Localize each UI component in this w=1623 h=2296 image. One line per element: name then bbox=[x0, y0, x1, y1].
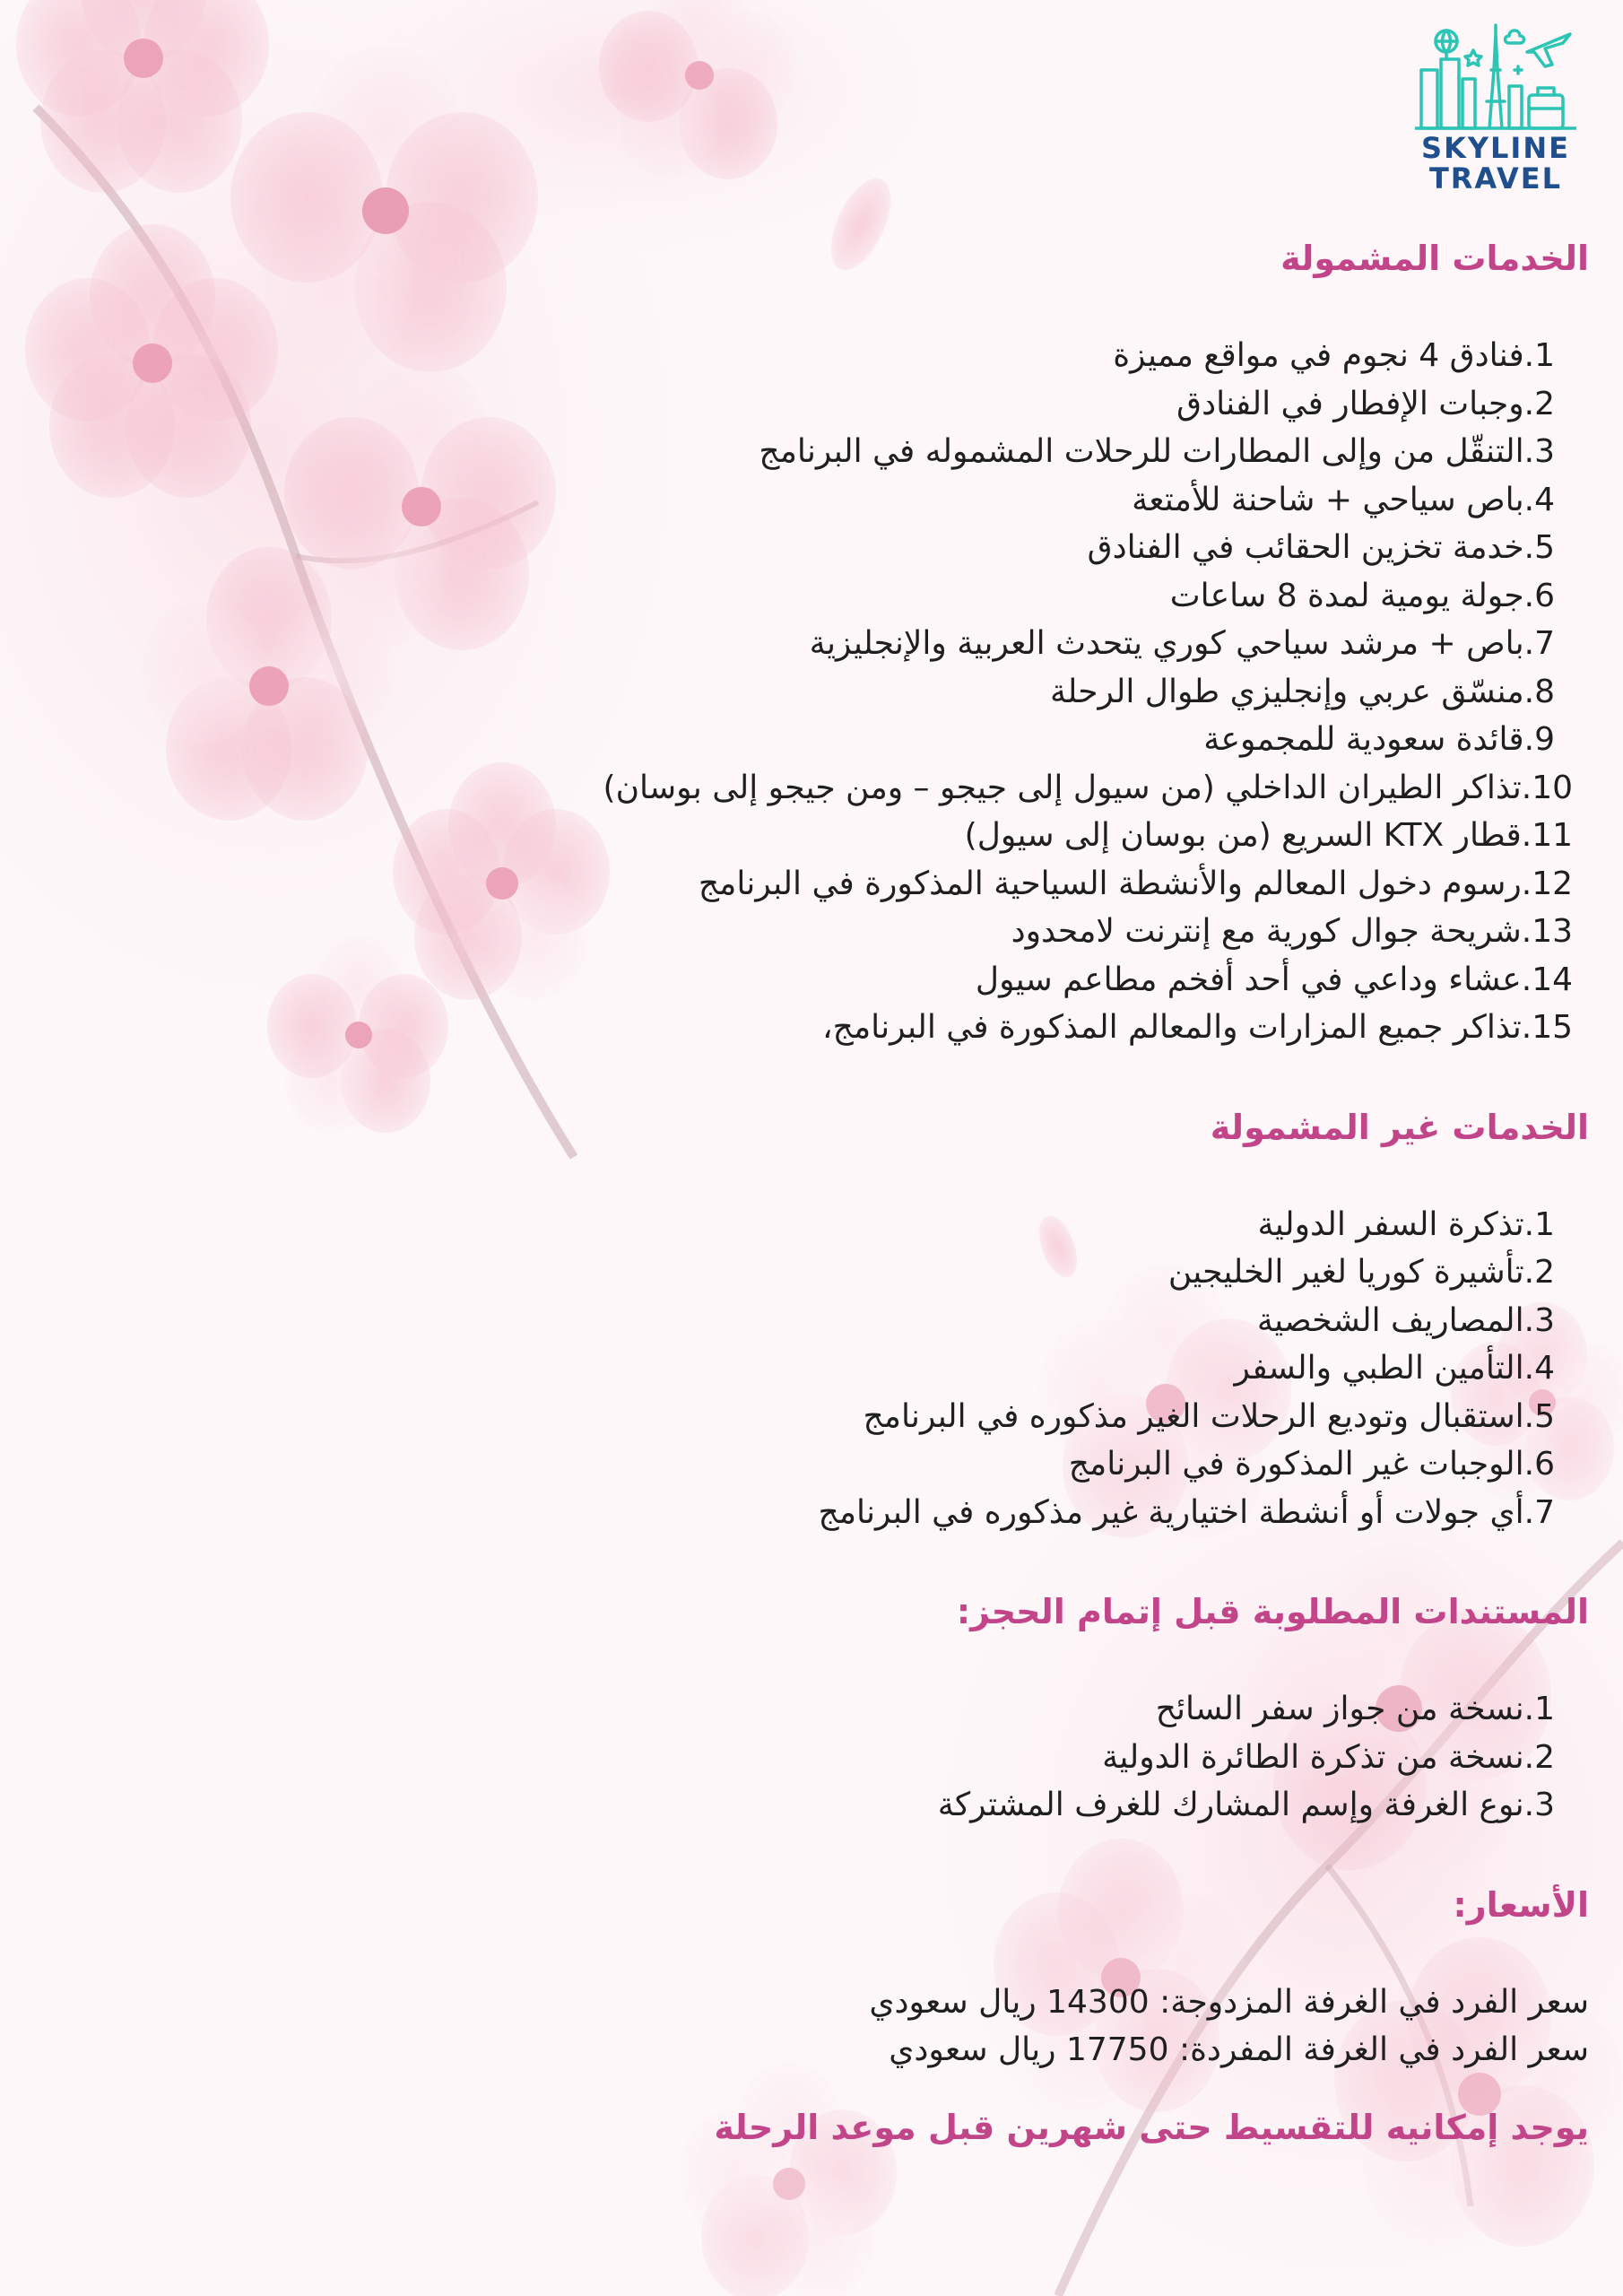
list-item: 4.التأمين الطبي والسفر bbox=[1234, 1350, 1555, 1387]
excluded-services-section bbox=[65, 1104, 1589, 1537]
list-item: 11.قطار KTX السريع (من بوسان إلى سيول) bbox=[964, 817, 1573, 854]
list-item: 2.وجبات الإفطار في الفنادق bbox=[1176, 385, 1555, 422]
required-documents-list bbox=[65, 1685, 1555, 1830]
prices-heading: الأسعار: bbox=[1453, 1884, 1589, 1925]
list-item: 3.المصاريف الشخصية bbox=[1256, 1301, 1555, 1339]
list-item: 15.تذاكر جميع المزارات والمعالم المذكورة في البرنامج، bbox=[822, 1009, 1573, 1046]
list-item: 6.جولة يومية لمدة 8 ساعات bbox=[1169, 577, 1555, 614]
excluded-services-heading: الخدمات غير المشمولة bbox=[1210, 1107, 1589, 1147]
price-double-room: سعر الفرد في الغرفة المزدوجة: 14300 ريال سعودي bbox=[869, 1983, 1589, 2021]
list-item: 2.نسخة من تذكرة الطائرة الدولية bbox=[1102, 1738, 1555, 1776]
list-item: 3.نوع الغرفة وإسم المشارك للغرف المشتركة bbox=[937, 1787, 1555, 1823]
list-item: 4.باص سياحي + شاحنة للأمتعة bbox=[1132, 481, 1555, 518]
included-services-heading: الخدمات المشمولة bbox=[1280, 239, 1589, 278]
prices-list bbox=[65, 1979, 1589, 2074]
list-item: 14.عشاء وداعي في أحد أفخم مطاعم سيول bbox=[975, 961, 1573, 998]
excluded-services-list bbox=[65, 1201, 1555, 1537]
list-item: 13.شريحة جوال كورية مع إنترنت لامحدود bbox=[1011, 913, 1573, 950]
list-item: 1.فنادق 4 نجوم في مواقع مميزة bbox=[1113, 337, 1555, 374]
list-item: 1.نسخة من جواز سفر السائح bbox=[1155, 1691, 1555, 1727]
list-item: 10.تذاكر الطيران الداخلي (من سيول إلى جيجو – ومن جيجو إلى بوسان) bbox=[603, 769, 1573, 806]
included-services-list bbox=[65, 332, 1573, 1052]
included-services-section bbox=[65, 235, 1589, 1052]
list-item: 5.خدمة تخزين الحقائب في الفنادق bbox=[1087, 529, 1555, 566]
logo-line-1: SKYLINE bbox=[1421, 131, 1570, 165]
list-item: 5.استقبال وتوديع الرحلات الغير مذكوره في البرنامج bbox=[863, 1397, 1555, 1435]
list-item: 2.تأشيرة كوريا لغير الخليجين bbox=[1167, 1254, 1555, 1291]
list-item: 12.رسوم دخول المعالم والأنشطة السياحية المذكورة في البرنامج bbox=[698, 865, 1573, 902]
skyline-city-icon bbox=[1410, 16, 1581, 133]
document-content bbox=[65, 235, 1589, 2151]
list-item: 3.التنقّل من وإلى المطارات للرحلات المشموله في البرنامج bbox=[759, 433, 1555, 470]
list-item: 9.قائدة سعودية للمجموعة bbox=[1203, 721, 1555, 758]
list-item: 7.أي جولات أو أنشطة اختيارية غير مذكوره في البرنامج bbox=[818, 1493, 1555, 1531]
skyline-travel-logo bbox=[1406, 16, 1585, 204]
list-item: 8.منسّق عربي وإنجليزي طوال الرحلة bbox=[1050, 673, 1555, 710]
list-item: 6.الوجبات غير المذكورة في البرنامج bbox=[1068, 1446, 1555, 1483]
list-item: 7.باص + مرشد سياحي كوري يتحدث العربية والإنجليزية bbox=[809, 625, 1555, 662]
installment-note: يوجد إمكانيه للتقسيط حتى شهرين قبل موعد الرحلة bbox=[714, 2107, 1589, 2147]
list-item: 1.تذكرة السفر الدولية bbox=[1257, 1205, 1555, 1243]
price-single-room: سعر الفرد في الغرفة المفردة: 17750 ريال سعودي bbox=[889, 2031, 1589, 2068]
logo-line-2: TRAVEL bbox=[1428, 161, 1563, 196]
required-documents-section bbox=[65, 1588, 1589, 1830]
required-documents-heading: المستندات المطلوبة قبل إتمام الحجز: bbox=[956, 1592, 1589, 1631]
prices-section bbox=[65, 1882, 1589, 2074]
